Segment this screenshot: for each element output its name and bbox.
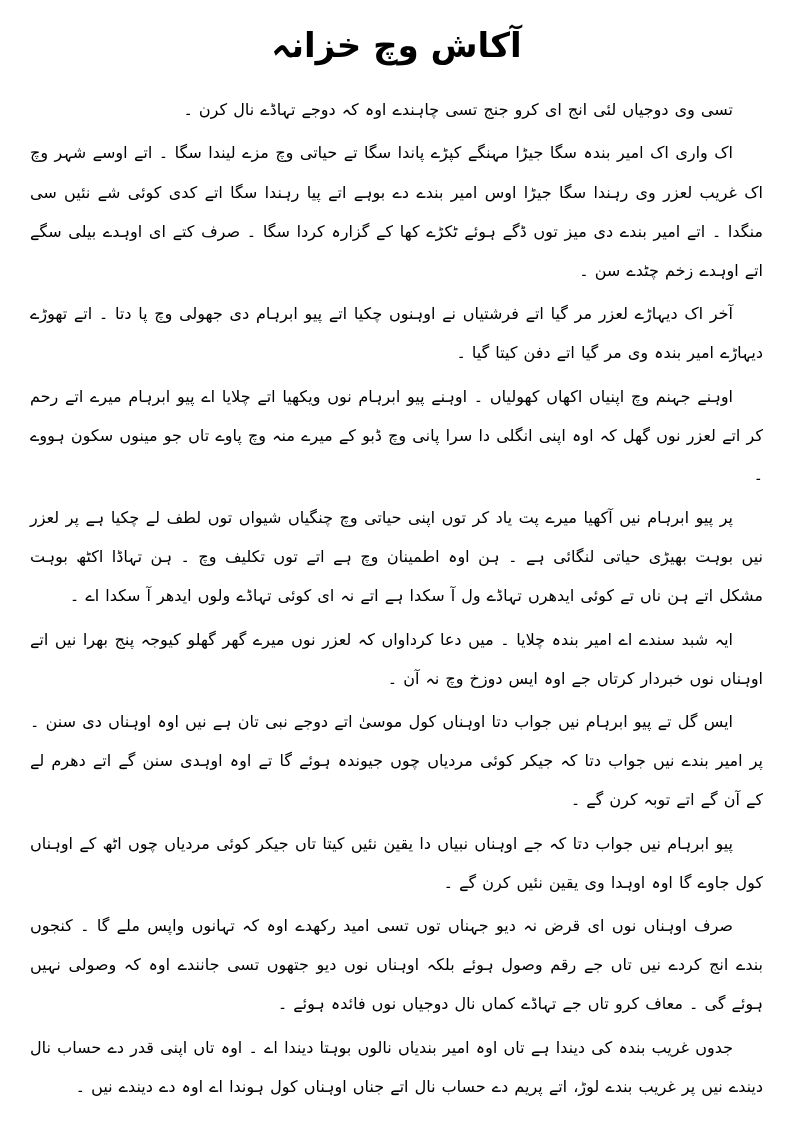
paragraph-poor-giving: جدوں غریب بندہ کی دیندا ہے تاں اوہ امیر بندیاں نالوں بوہتا دیندا اے ۔ اوہ تاں اپنی قدر دے حساب نال دیندے نیں پر غریب بندے لوڑ، اتے پریم دے حساب نال اتے جناں اوہناں کول ہوندا اے اوہ دے دیندے نیں ۔ (30, 1037, 763, 1096)
paragraph-rich-man-lazarus: اک واری اک امیر بندہ سگا جیڑا مہنگے کپڑے پاندا سگا تے حیاتی وچ مزے لیندا سگا ۔ اتے اوسے شہر وچ اک غریب لعزر وی رہندا سگا جیڑا اوس امیر بندے دے بوہے اتے پیا رہندا سگا اتے کدی کوئی شے نئیں سی منگدا ۔ اتے امیر بندے دی میز توں ڈگے ہوئے ٹکڑے کھا کے گزارہ کردا سگا ۔ صرف کتے ای اوہدے بیلی سگے اتے اوہدے زخم چٹدے سن ۔ (30, 143, 763, 280)
paragraph-hell-plea: اوہنے جہنم وچ اپنیاں اکھاں کھولیاں ۔ اوہنے پیو ابرہام نوں ویکھیا اتے چلایا اے پیو ابرہام میرے اتے رحم کر اتے لعزر نوں گھل کہ اوہ اپنی انگلی دا سرا پانی وچ ڈبو کے میرے منہ وچ پاوے تاں جو مینوں سکون ہووے ۔ (30, 386, 763, 484)
paragraph-golden-rule: تسی وی دوجیاں لئی انج ای کرو جنج تسی چاہندے اوہ کہ دوجے تہاڈے نال کرن ۔ (183, 100, 733, 120)
document-title: آکاش وچ خزانہ (271, 26, 522, 66)
paragraph-no-belief: پیو ابرہام نیں جواب دتا کہ جے اوہناں نبیاں دا یقین نئیں کیتا تاں جیکر کوئی مردیاں چوں اٹھ کے اوہناں کول جاوے گا اوہ اوہدا وی یقین نئیں کرن گے ۔ (30, 833, 763, 892)
paragraph-deaths: آخر اک دیہاڑے لعزر مر گیا اتے فرشتیاں نے اوہنوں چکیا اتے پیو ابرہام دی جھولی وچ پا دتا ۔ اتے تھوڑے دیہاڑے امیر بندہ وی مر گیا اتے دفن کیتا گیا ۔ (30, 304, 763, 363)
document-body (30, 90, 763, 1106)
paragraph-lending: صرف اوہناں نوں ای قرض نہ دیو جہناں توں تسی امید رکھدے اوہ کہ تہانوں واپس ملے گا ۔ کنجوں بندے انج کردے نیں تاں جے رقم وصول ہوئے بلکہ اوہناں نوں دیو جتھوں تسی جانندے اوہ کہ وصولی نہیں ہوئے گی ۔ معاف کرو تاں جے تہاڈے کماں نال دوجیاں نوں فائدہ ہوئے ۔ (30, 915, 763, 1014)
paragraph-moses-prophets: ایس گل تے پیو ابرہام نیں جواب دتا اوہناں کول موسیٰ اتے دوجے نبی تان ہے نیں اوہ اوہناں دی سنن ۔ پر امیر بندے نیں جواب دتا کہ جیکر کوئی مردیاں چوں جیوندہ ہوئے گا تے اوہ اوہدی سنن گے اتے دھرم لے کے آن گے اتے توبہ کرن گے ۔ (30, 712, 763, 810)
paragraph-abraham-reply: پر پیو ابرہام نیں آکھیا میرے پت یاد کر توں اپنی حیاتی وچ چنگیاں شیواں توں لطف لے چکیا ہے پر لعزر نیں بوہت بھیڑی حیاتی لنگائی ہے ۔ ہن اوہ اطمینان وچ ہے اتے توں تکلیف وچ ۔ ہن تہاڈا اکٹھ بوہت مشکل اتے ہن ناں تے کوئی ایدھرں تہاڈے ول آ سکدا ہے اتے نہ ای کوئی تہاڈے ولوں ایدھر آ سکدا اے ۔ (30, 508, 763, 606)
paragraph-five-brothers: ایہ شبد سندے اے امیر بندہ چلایا ۔ میں دعا کرداواں کہ لعزر نوں میرے گھر گھلو کیوجہ پنج بھرا نیں اتے اوہناں نوں خبردار کرتاں جے اوہ ایس دوزخ وچ نہ آن ۔ (30, 629, 763, 688)
